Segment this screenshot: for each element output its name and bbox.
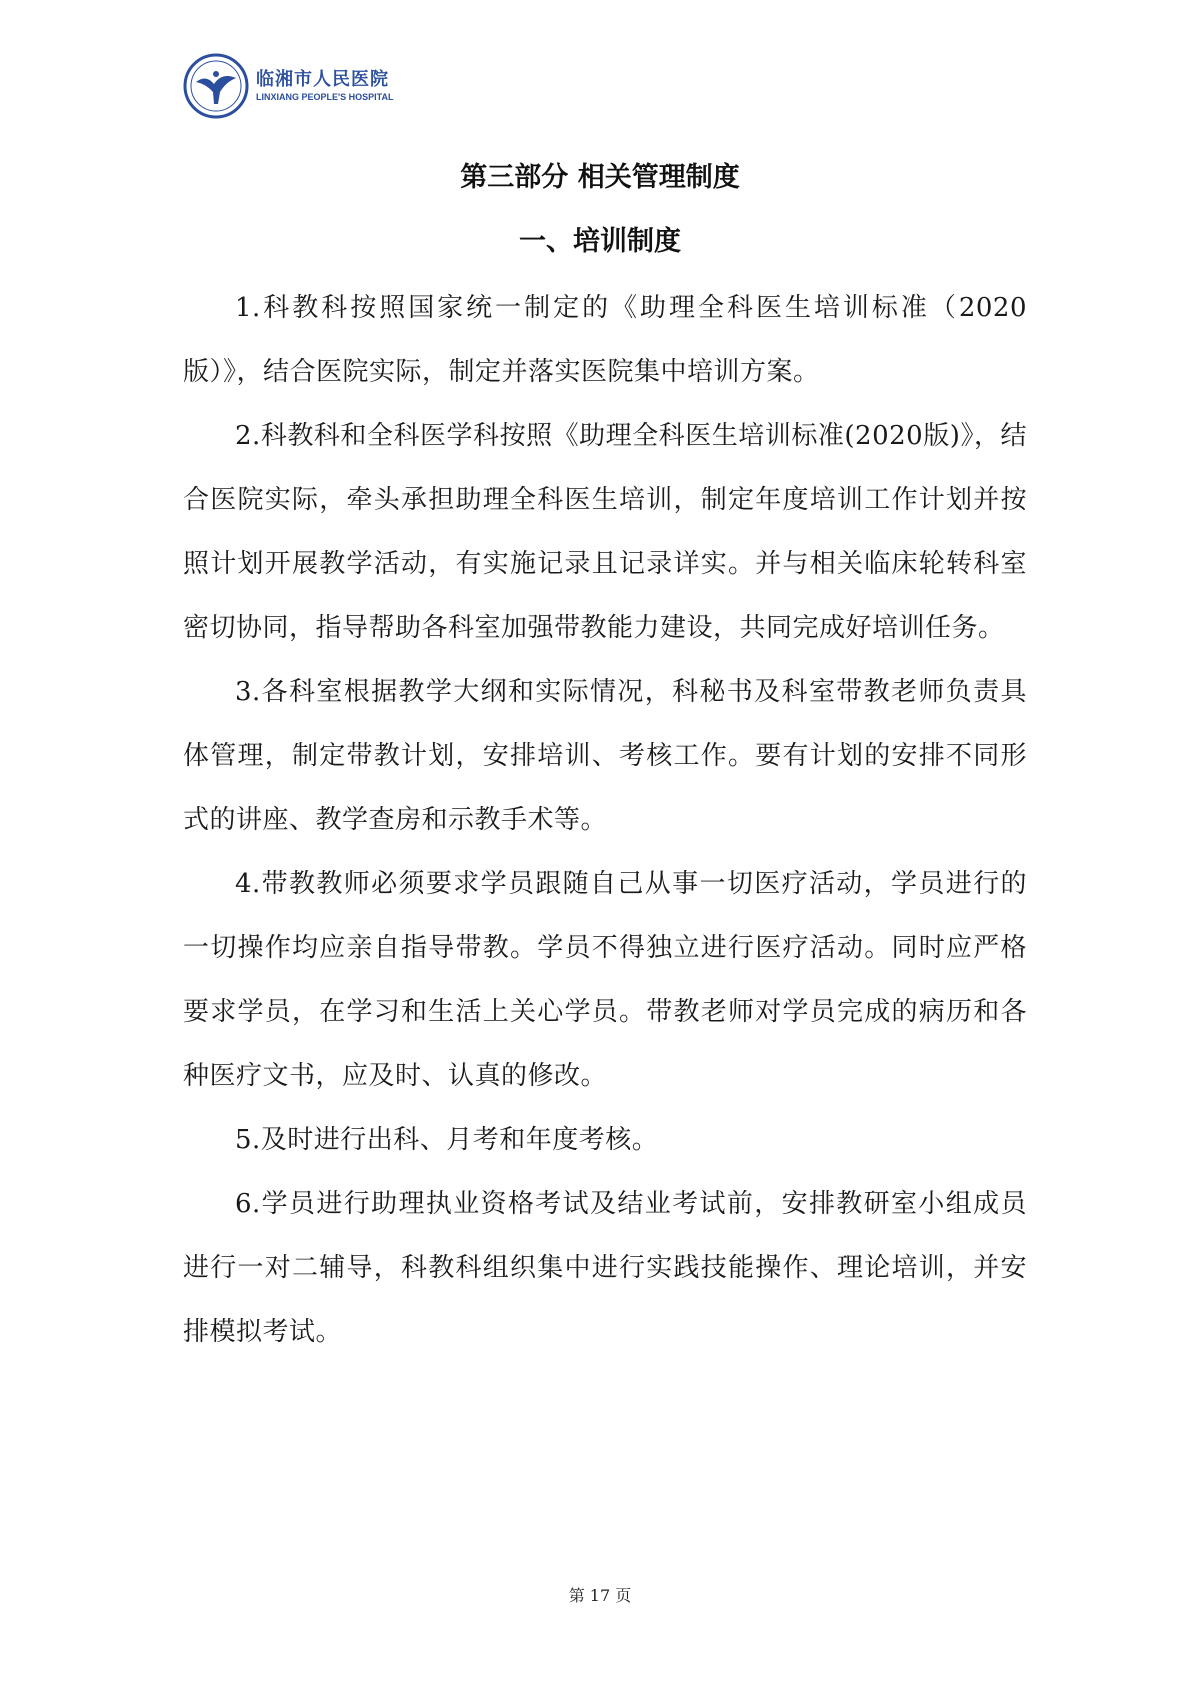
body-text bbox=[183, 276, 1027, 1364]
logo-chinese-name: 临湘市人民医院 bbox=[256, 69, 389, 90]
paragraph-6: 6.学员进行助理执业资格考试及结业考试前，安排教研室小组成员进行一对二辅导，科教科组织集中进行实践技能操作、理论培训，并安排模拟考试。 bbox=[183, 1189, 1027, 1347]
page-number: 第 17 页 bbox=[568, 1586, 632, 1605]
part-title: 第三部分 相关管理制度 bbox=[460, 162, 740, 193]
section-title: 一、培训制度 bbox=[519, 226, 681, 257]
paragraph-4: 4.带教教师必须要求学员跟随自己从事一切医疗活动，学员进行的一切操作均应亲自指导带教。学员不得独立进行医疗活动。同时应严格要求学员，在学习和生活上关心学员。带教老师对学员完成的病历和各种医疗文书，应及时、认真的修改。 bbox=[183, 869, 1027, 1091]
paragraph-3: 3.各科室根据教学大纲和实际情况，科秘书及科室带教老师负责具体管理，制定带教计划，安排培训、考核工作。要有计划的安排不同形式的讲座、教学查房和示教手术等。 bbox=[183, 677, 1027, 835]
logo-english-name: LINXIANG PEOPLE'S HOSPITAL bbox=[256, 92, 394, 102]
paragraph-1: 1.科教科按照国家统一制定的《助理全科医生培训标准（2020版）》，结合医院实际，制定并落实医院集中培训方案。 bbox=[183, 293, 1027, 387]
paragraph-5: 5.及时进行出科、月考和年度考核。 bbox=[235, 1125, 659, 1155]
paragraph-2: 2.科教科和全科医学科按照《助理全科医生培训标准(2020版)》，结合医院实际，牵头承担助理全科医生培训，制定年度培训工作计划并按照计划开展教学活动，有实施记录且记录详实。并与相关临床轮转科室密切协同，指导帮助各科室加强带教能力建设，共同完成好培训任务。 bbox=[183, 421, 1027, 643]
hospital-logo bbox=[182, 52, 394, 120]
hospital-logo-icon bbox=[182, 52, 250, 120]
